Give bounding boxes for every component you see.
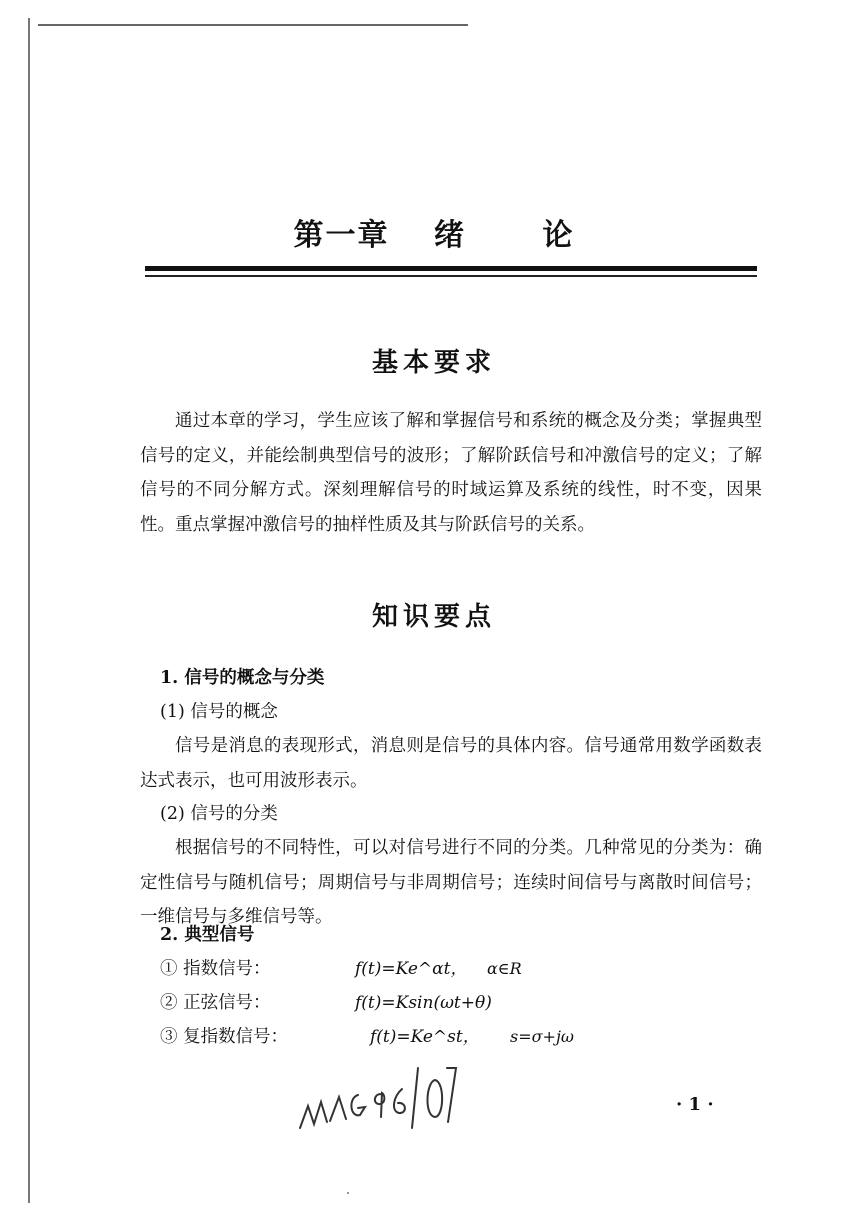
signal-item-1-label: ① 指数信号：: [160, 959, 271, 979]
signal-item-2-label: ② 正弦信号：: [160, 993, 271, 1013]
knowledge-heading: 知识要点: [371, 602, 496, 632]
scan-edge-top: [38, 24, 468, 26]
section-2-title: 2. 典型信号: [160, 925, 255, 945]
section-1-paragraph-1: 信号是消息的表现形式，消息则是信号的具体内容。信号通常用数学函数表达式表示，也可用波形表示。: [140, 736, 762, 791]
chapter-rule-thick: [145, 266, 757, 271]
signal-item-1-condition: α∈R: [487, 959, 522, 978]
signal-item-1-formula: f(t)=Ke^αt，: [355, 959, 468, 979]
signal-item-2-formula: f(t)=Ksin(ωt+θ): [355, 993, 492, 1013]
signal-item-3-formula: f(t)=Ke^st，: [370, 1027, 480, 1047]
section-1-title: 1. 信号的概念与分类: [160, 668, 325, 688]
section-1-subtitle-1: (1) 信号的概念: [160, 702, 278, 722]
signal-item-3-condition: s=σ+jω: [510, 1027, 574, 1046]
section-1-subtitle-2: (2) 信号的分类: [160, 804, 278, 824]
requirements-heading: 基本要求: [371, 348, 496, 378]
page-number: · 1 ·: [676, 1094, 714, 1115]
handwritten-note: [290, 1050, 470, 1140]
chapter-rule-thin: [145, 275, 757, 277]
requirements-paragraph: 通过本章的学习，学生应该了解和掌握信号和系统的概念及分类；掌握典型信号的定义，并能绘制典型信号的波形；了解阶跃信号和冲激信号的定义；了解信号的不同分解方式。深刻理解信号的时域运算及系统的线性，时不变，因果性。重点掌握冲激信号的抽样性质及其与阶跃信号的关系。: [140, 411, 762, 535]
scan-dust-dot: [347, 1192, 349, 1194]
signal-item-3-label: ③ 复指数信号：: [160, 1027, 289, 1047]
section-1-paragraph-2: 根据信号的不同特性，可以对信号进行不同的分类。几种常见的分类为：确定性信号与随机信号；周期信号与非周期信号；连续时间信号与离散时间信号；一维信号与多维信号等。: [140, 838, 762, 927]
chapter-title: 第一章 绪 论: [293, 218, 575, 253]
